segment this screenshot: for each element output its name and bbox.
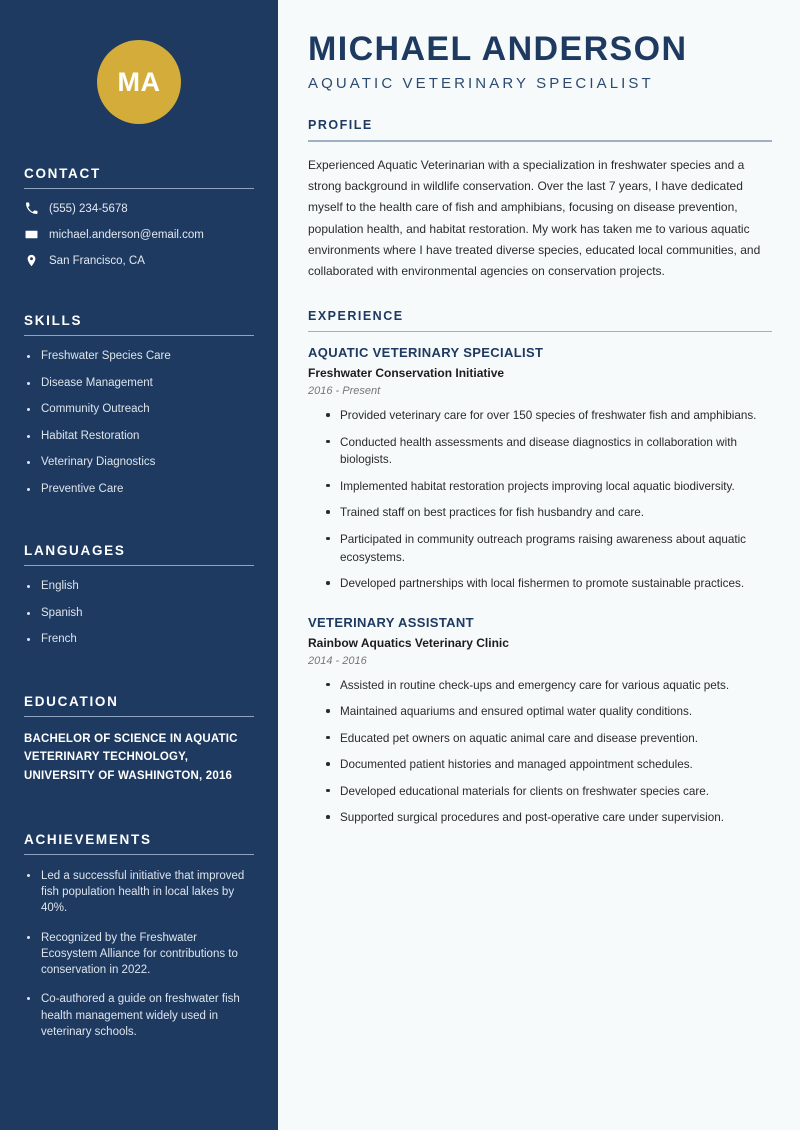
- sidebar-section-languages: [24, 543, 254, 648]
- sidebar-section-contact: [24, 166, 254, 267]
- sidebar: [0, 0, 278, 1130]
- list-item: Educated pet owners on aquatic animal care and disease prevention.: [324, 730, 772, 748]
- page-title: MICHAEL ANDERSON: [308, 30, 688, 68]
- profile-divider: [308, 140, 772, 142]
- avatar-container: [24, 0, 254, 166]
- location-pin-icon: [24, 254, 38, 267]
- contact-heading: CONTACT: [24, 166, 101, 181]
- skills-divider: [24, 335, 254, 336]
- contact-location-value: San Francisco, CA: [49, 254, 145, 267]
- education-heading: EDUCATION: [24, 693, 119, 709]
- list-item: Habitat Restoration: [24, 429, 254, 445]
- profile-text: Experienced Aquatic Veterinarian with a specialization in freshwater species and a strong background in wildlife conservation. Over the last 7 years, I have dedicated myself to the health care of fish and amphibians, focusing on disease prevention, population health, and habitat restoration. My work has taken me to various aquatic environments where I have treated diverse species, educated local communities, and collaborated with environmental agencies on conservation projects.: [308, 157, 761, 279]
- list-item: Developed educational materials for clients on freshwater species care.: [324, 783, 772, 801]
- list-item: Preventive Care: [24, 482, 254, 498]
- spacer: [24, 808, 254, 832]
- list-item: Veterinary Diagnostics: [24, 455, 254, 471]
- experience-divider: [308, 331, 772, 333]
- main-section-experience: [308, 309, 772, 827]
- list-item: Participated in community outreach programs raising awareness about aquatic ecosystems.: [324, 531, 772, 566]
- experience-entry: [308, 615, 772, 827]
- profile-heading: PROFILE: [308, 118, 373, 133]
- list-item: Led a successful initiative that improved fish population health in local lakes by 40%.: [24, 868, 254, 917]
- list-item: Trained staff on best practices for fish husbandry and care.: [324, 504, 772, 522]
- sidebar-section-education: [24, 694, 254, 786]
- list-item: Co-authored a guide on freshwater fish health management widely used in veterinary schools.: [24, 991, 254, 1040]
- experience-company: Freshwater Conservation Initiative: [308, 366, 505, 381]
- job-role-subtitle: AQUATIC VETERINARY SPECIALIST: [308, 75, 654, 93]
- list-item: Conducted health assessments and disease diagnostics in collaboration with biologists.: [324, 434, 772, 469]
- envelope-icon: [24, 228, 38, 241]
- experience-bullets: [308, 677, 772, 827]
- main-content: [278, 0, 800, 1130]
- education-degree: BACHELOR OF SCIENCE IN AQUATIC VETERINARY TECHNOLOGY, UNIVERSITY OF WASHINGTON, 2016: [24, 732, 238, 782]
- spacer: [24, 519, 254, 543]
- list-item: Documented patient histories and managed appointment schedules.: [324, 756, 772, 774]
- education-divider: [24, 716, 254, 717]
- main-section-profile: [308, 118, 772, 283]
- list-item: Freshwater Species Care: [24, 349, 254, 365]
- experience-job-title: VETERINARY ASSISTANT: [308, 614, 474, 630]
- contact-phone-value: (555) 234-5678: [49, 202, 128, 215]
- sidebar-section-skills: [24, 313, 254, 497]
- list-item: Recognized by the Freshwater Ecosystem Alliance for contributions to conservation in 2022.: [24, 930, 254, 979]
- list-item: Maintained aquariums and ensured optimal water quality conditions.: [324, 703, 772, 721]
- contact-item-phone[interactable]: [24, 202, 254, 215]
- contact-item-email[interactable]: [24, 228, 254, 241]
- experience-dates: 2016 - Present: [308, 385, 381, 398]
- list-item: Implemented habitat restoration projects improving local aquatic biodiversity.: [324, 478, 772, 496]
- list-item: French: [24, 632, 254, 648]
- spacer: [24, 670, 254, 694]
- skills-heading: SKILLS: [24, 313, 83, 328]
- list-item: English: [24, 579, 254, 595]
- list-item: Supported surgical procedures and post-operative care under supervision.: [324, 809, 772, 827]
- skills-list: [24, 349, 254, 497]
- languages-list: [24, 579, 254, 648]
- spacer: [24, 289, 254, 313]
- sidebar-section-achievements: [24, 832, 254, 1041]
- list-item: Spanish: [24, 606, 254, 622]
- list-item: Provided veterinary care for over 150 species of freshwater fish and amphibians.: [324, 407, 772, 425]
- contact-divider: [24, 188, 254, 189]
- avatar: MA: [97, 40, 181, 124]
- achievements-divider: [24, 854, 254, 855]
- languages-divider: [24, 565, 254, 566]
- experience-company: Rainbow Aquatics Veterinary Clinic: [308, 635, 509, 650]
- list-item: Disease Management: [24, 376, 254, 392]
- experience-job-title: AQUATIC VETERINARY SPECIALIST: [308, 345, 544, 361]
- languages-heading: LANGUAGES: [24, 543, 126, 559]
- list-item: Developed partnerships with local fishermen to promote sustainable practices.: [324, 575, 772, 593]
- contact-item-location[interactable]: [24, 254, 254, 267]
- phone-icon: [24, 202, 38, 215]
- experience-bullets: [308, 407, 772, 592]
- experience-heading: EXPERIENCE: [308, 308, 404, 323]
- achievements-heading: ACHIEVEMENTS: [24, 831, 152, 847]
- contact-email-value: michael.anderson@email.com: [49, 228, 204, 241]
- list-item: Community Outreach: [24, 402, 254, 418]
- experience-dates: 2014 - 2016: [308, 654, 367, 667]
- list-item: Assisted in routine check-ups and emergency care for various aquatic pets.: [324, 677, 772, 695]
- achievements-list: [24, 868, 254, 1041]
- experience-entry: [308, 345, 772, 592]
